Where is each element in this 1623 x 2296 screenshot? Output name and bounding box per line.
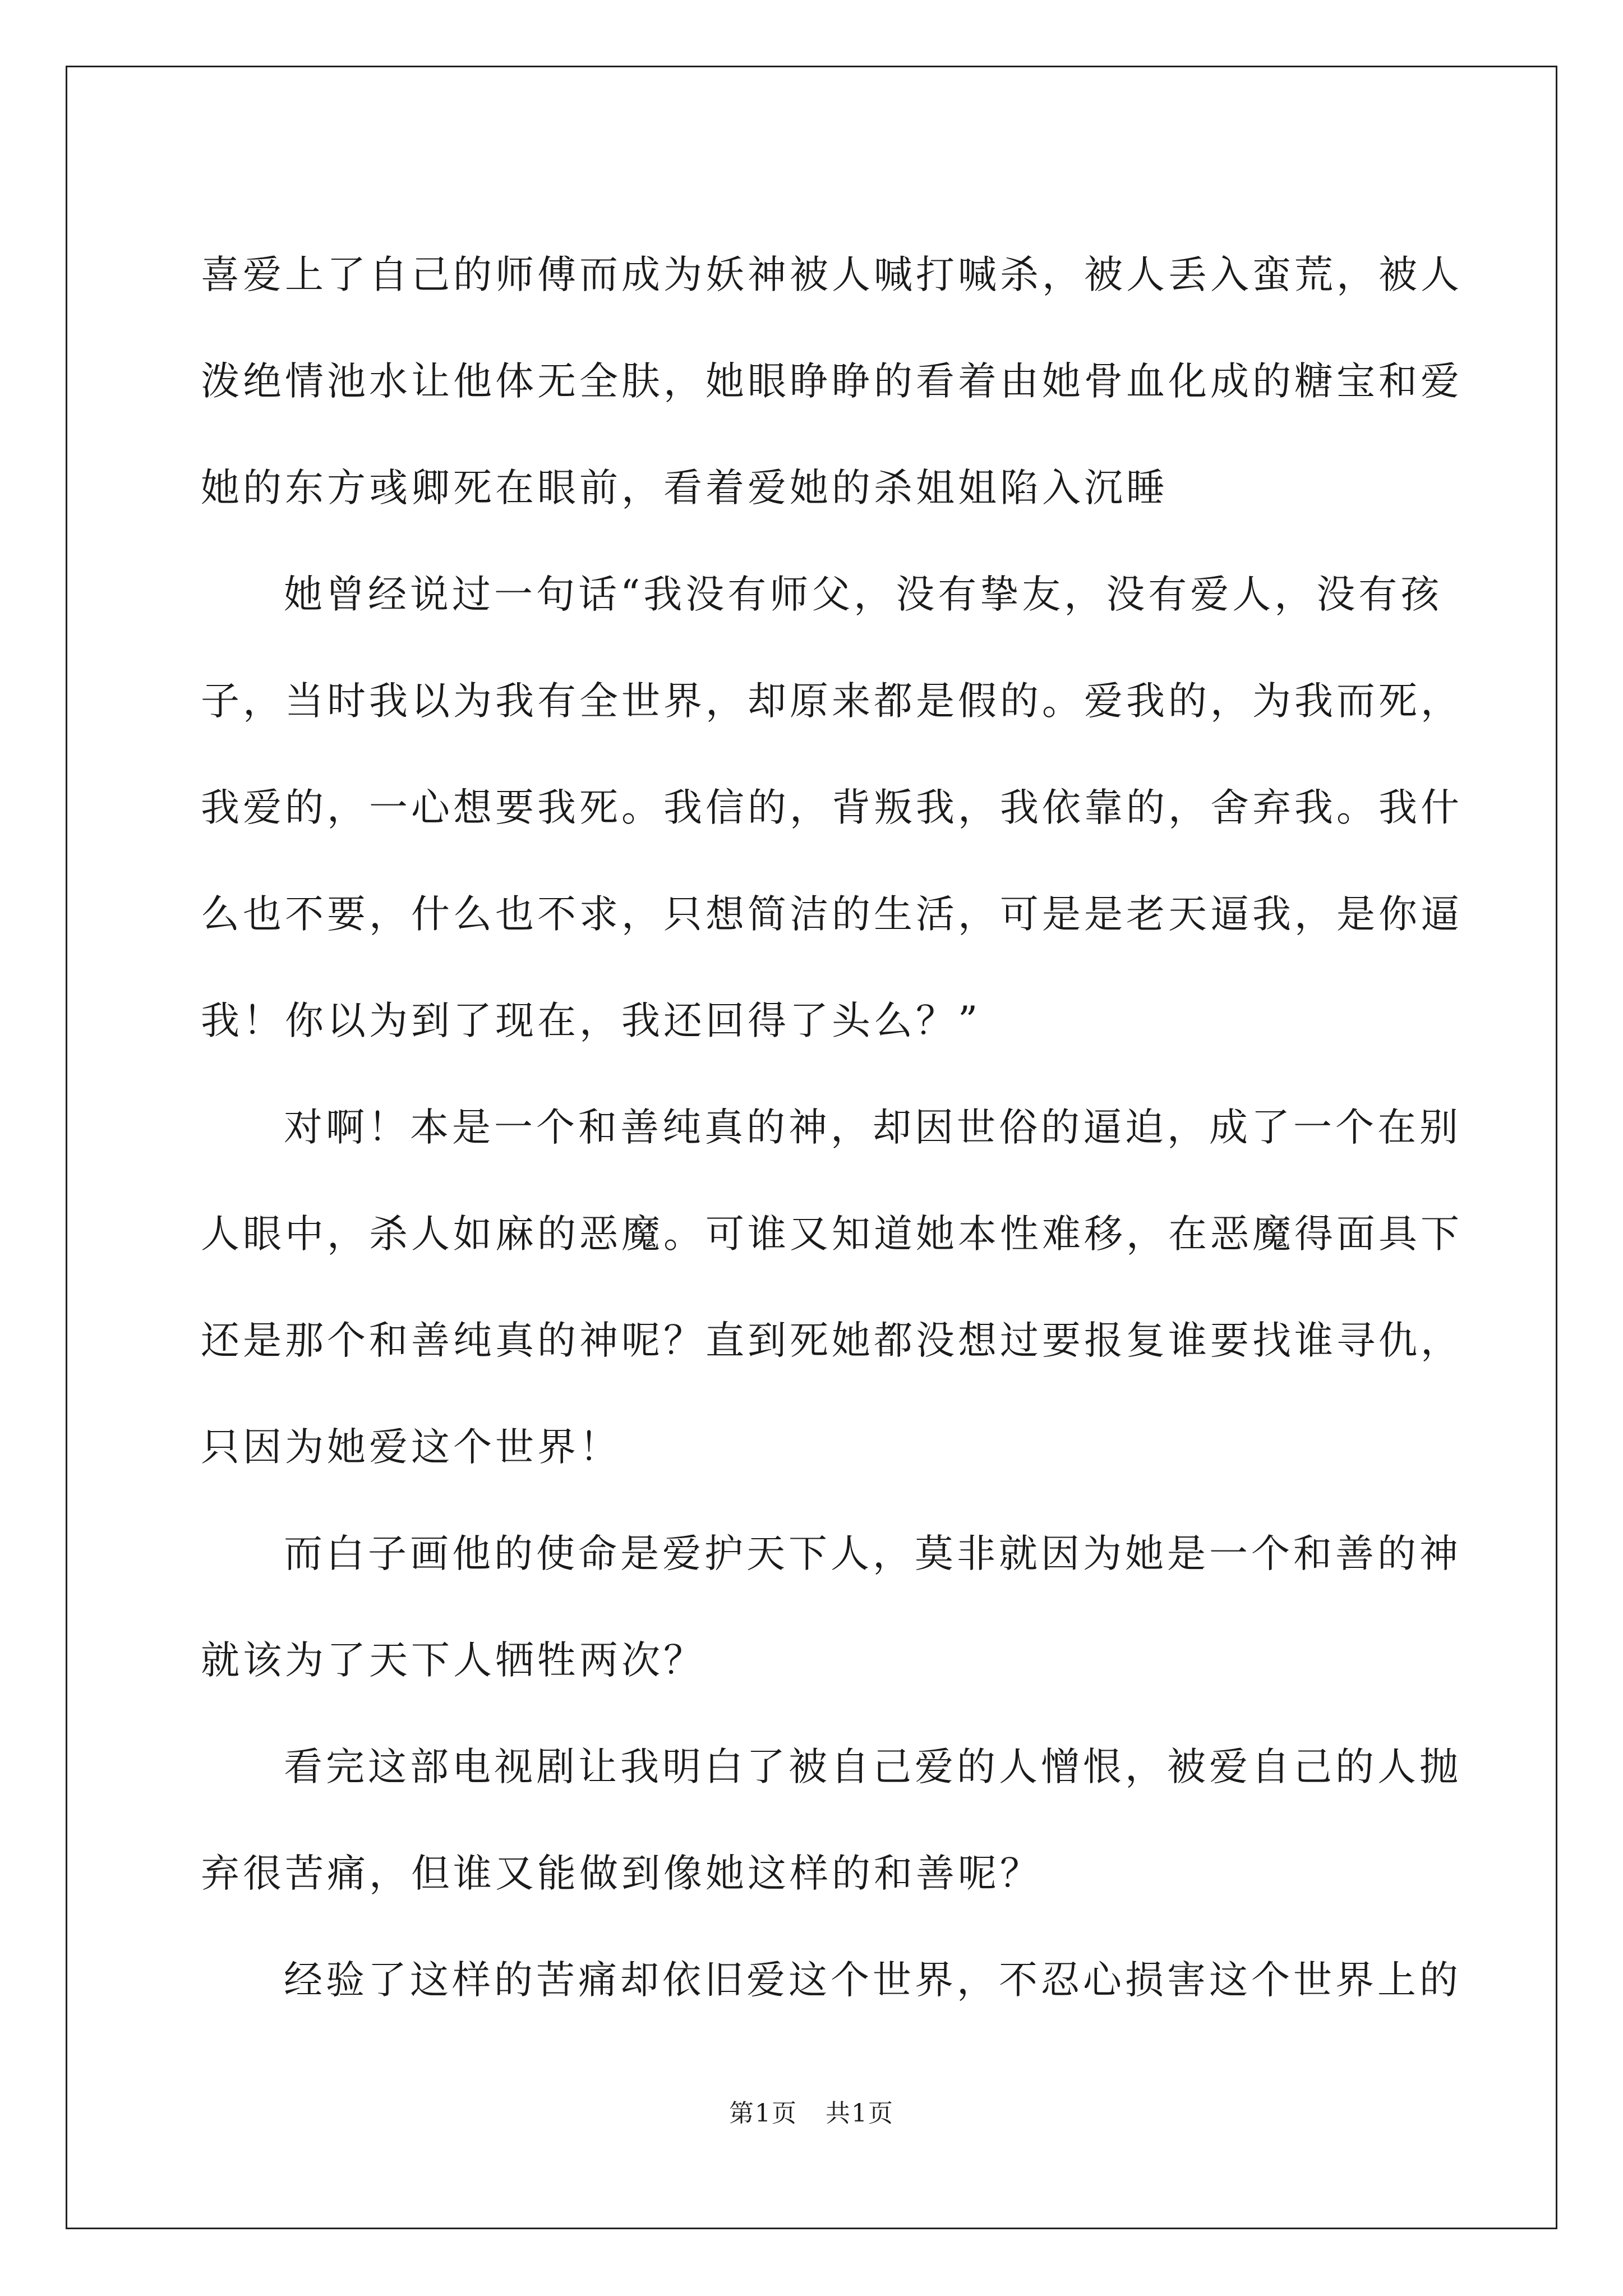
text-line: 喜爱上了自己的师傅而成为妖神被人喊打喊杀，被人丢入蛮荒，被人	[201, 252, 1463, 297]
text-line: 她的东方彧卿死在眼前，看着爱她的杀姐姐陷入沉睡	[201, 466, 1168, 510]
page-number-current: 第1页	[729, 2099, 797, 2128]
text-line: 子，当时我以为我有全世界，却原来都是假的。爱我的，为我而死，	[201, 679, 1463, 724]
text-line: 只因为她爱这个世界！	[201, 1425, 621, 1470]
text-line: 我！你以为到了现在，我还回得了头么？”	[201, 999, 981, 1043]
text-line: 人眼中，杀人如麻的恶魔。可谁又知道她本性难移，在恶魔得面具下	[201, 1212, 1463, 1257]
text-line: 而白子画他的使命是爱护天下人，莫非就因为她是一个和善的神	[284, 1531, 1461, 1576]
text-line: 经验了这样的苦痛却依旧爱这个世界，不忍心损害这个世界上的	[284, 1958, 1461, 2003]
text-line: 我爱的，一心想要我死。我信的，背叛我，我依靠的，舍弃我。我什	[201, 785, 1463, 830]
document-body	[201, 222, 1463, 2033]
text-line: 弃很苦痛，但谁又能做到像她这样的和善呢？	[201, 1851, 1042, 1896]
text-line: 她曾经说过一句话“我没有师父，没有挚友，没有爱人，没有孩	[284, 572, 1443, 617]
text-line: 么也不要，什么也不求，只想简洁的生活，可是是老天逼我，是你逼	[201, 892, 1463, 937]
text-line: 就该为了天下人牺牲两次？	[201, 1638, 706, 1683]
text-line: 泼绝情池水让他体无全肤，她眼睁睁的看着由她骨血化成的糖宝和爱	[201, 359, 1463, 404]
text-line: 还是那个和善纯真的神呢？直到死她都没想过要报复谁要找谁寻仇，	[201, 1318, 1463, 1363]
text-line: 对啊！本是一个和善纯真的神，却因世俗的逼迫，成了一个在别	[284, 1105, 1461, 1150]
page-footer	[0, 2097, 1623, 2131]
text-line: 看完这部电视剧让我明白了被自己爱的人憎恨，被爱自己的人抛	[284, 1745, 1461, 1789]
page-number-total: 共1页	[826, 2099, 894, 2128]
